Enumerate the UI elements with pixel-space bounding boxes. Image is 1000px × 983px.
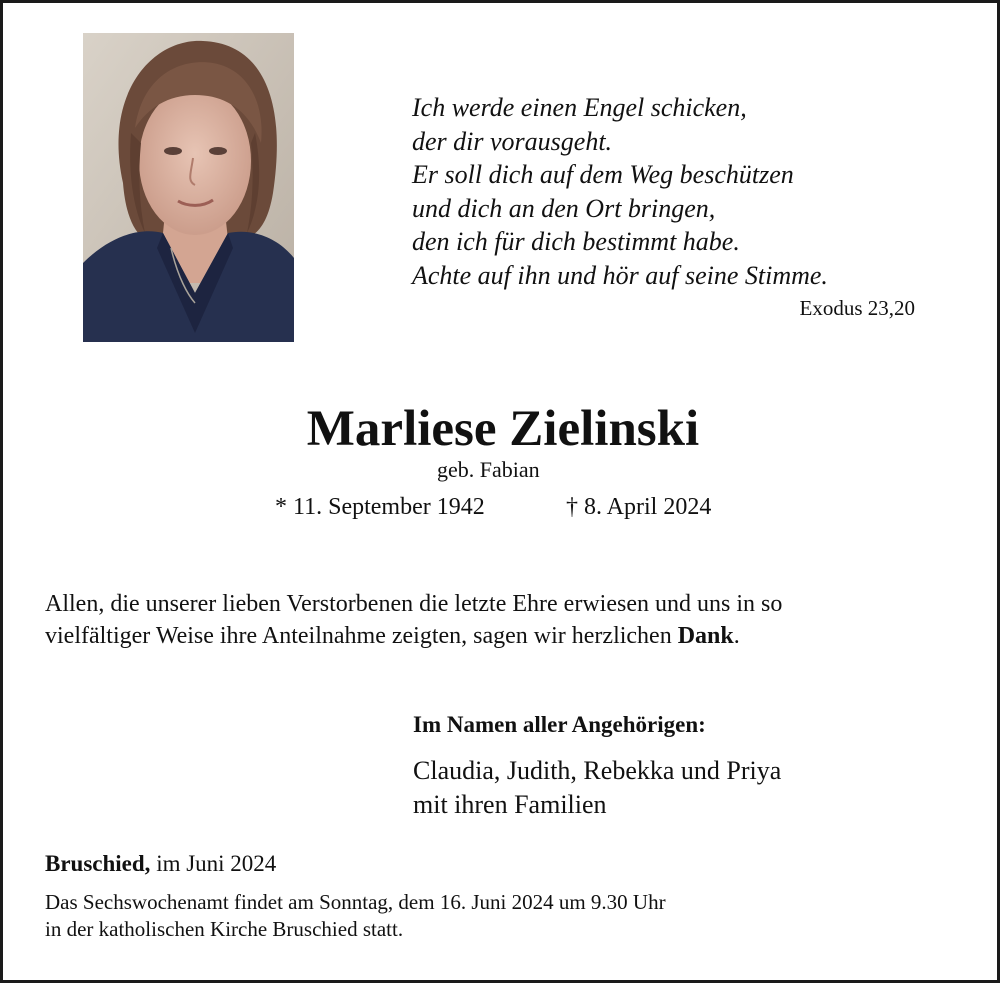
verse-line: Ich werde einen Engel schicken,: [412, 93, 747, 122]
thanks-line: Allen, die unserer lieben Verstorbenen die letzte Ehre erwiesen und uns in so: [45, 591, 783, 617]
thanks-period: .: [733, 623, 740, 649]
thanks-text: vielfältiger Weise ihre Anteilnahme zeigten, sagen wir herzlichen: [45, 623, 678, 649]
portrait-photo: [83, 33, 294, 342]
signature-heading: Im Namen aller Angehörigen:: [413, 712, 706, 737]
verse-line: den ich für dich bestimmt habe.: [412, 227, 740, 256]
notice-line: Das Sechswochenamt findet am Sonntag, dem 16. Juni 2024 um 9.30 Uhr: [45, 890, 666, 914]
notice-line: in der katholischen Kirche Bruschied statt.: [45, 917, 404, 941]
place-date: [45, 851, 276, 877]
birth-date: * 11. September 1942: [275, 494, 485, 520]
signature-line: mit ihren Familien: [413, 790, 607, 819]
thanks-line: [45, 620, 965, 652]
deceased-name: Marliese Zielinski: [306, 401, 700, 457]
verse-line: und dich an den Ort bringen,: [412, 193, 716, 223]
signature-names: [413, 754, 781, 822]
thanks-paragraph: [45, 588, 965, 652]
verse-line: Er soll dich auf dem Weg beschützen: [412, 160, 794, 189]
verse-line: Achte auf ihn und hör auf seine Stimme.: [412, 260, 828, 290]
thanks-emphasis: Dank: [677, 623, 734, 649]
maiden-name: geb. Fabian: [437, 457, 540, 482]
bible-verse: [412, 91, 932, 292]
date-text: im Juni 2024: [150, 851, 277, 876]
signature-line: Claudia, Judith, Rebekka und Priya: [413, 756, 782, 785]
death-date: † 8. April 2024: [566, 494, 712, 520]
verse-line: der dir vorausgeht.: [412, 126, 613, 156]
mass-notice: [45, 889, 666, 943]
verse-source: Exodus 23,20: [799, 296, 915, 320]
place-name: Bruschied,: [45, 851, 151, 876]
